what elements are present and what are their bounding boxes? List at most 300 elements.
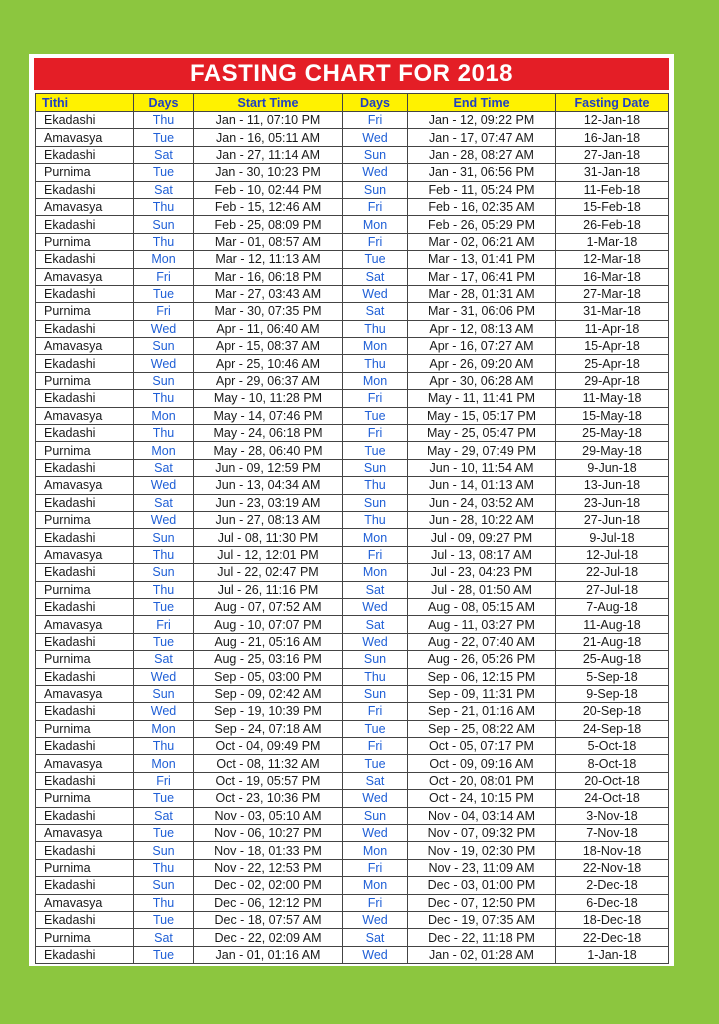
tithi-cell: Purnima xyxy=(36,581,134,598)
tithi-cell: Ekadashi xyxy=(36,355,134,372)
table-row xyxy=(36,877,669,894)
tithi-cell: Ekadashi xyxy=(36,529,134,546)
end-day-cell: Thu xyxy=(343,668,408,685)
end-day-cell: Thu xyxy=(343,477,408,494)
end-time-cell: Nov - 23, 11:09 AM xyxy=(408,859,556,876)
table-row xyxy=(36,859,669,876)
start-time-cell: Mar - 16, 06:18 PM xyxy=(194,268,343,285)
fasting-date-cell: 27-Mar-18 xyxy=(556,285,669,302)
start-time-cell: Oct - 08, 11:32 AM xyxy=(194,755,343,772)
end-day-cell: Sun xyxy=(343,651,408,668)
start-day-cell: Tue xyxy=(134,164,194,181)
start-day-cell: Thu xyxy=(134,198,194,215)
start-day-cell: Tue xyxy=(134,911,194,928)
table-row xyxy=(36,946,669,963)
fasting-date-cell: 31-Mar-18 xyxy=(556,303,669,320)
fasting-date-cell: 12-Jan-18 xyxy=(556,112,669,129)
start-day-cell: Thu xyxy=(134,859,194,876)
fasting-table xyxy=(35,93,669,964)
tithi-cell: Ekadashi xyxy=(36,564,134,581)
table-row xyxy=(36,459,669,476)
table-row xyxy=(36,772,669,789)
table-row xyxy=(36,616,669,633)
fasting-date-cell: 26-Feb-18 xyxy=(556,216,669,233)
start-day-cell: Thu xyxy=(134,546,194,563)
tithi-cell: Amavasya xyxy=(36,338,134,355)
end-day-cell: Wed xyxy=(343,946,408,963)
end-time-cell: Sep - 09, 11:31 PM xyxy=(408,685,556,702)
tithi-cell: Purnima xyxy=(36,859,134,876)
start-day-cell: Sun xyxy=(134,338,194,355)
end-time-cell: Oct - 20, 08:01 PM xyxy=(408,772,556,789)
start-day-cell: Tue xyxy=(134,790,194,807)
fasting-date-cell: 6-Dec-18 xyxy=(556,894,669,911)
start-day-cell: Mon xyxy=(134,720,194,737)
end-time-cell: Dec - 22, 11:18 PM xyxy=(408,929,556,946)
tithi-cell: Purnima xyxy=(36,233,134,250)
end-time-cell: Oct - 24, 10:15 PM xyxy=(408,790,556,807)
fasting-date-cell: 27-Jun-18 xyxy=(556,511,669,528)
tithi-cell: Ekadashi xyxy=(36,807,134,824)
end-day-cell: Mon xyxy=(343,216,408,233)
end-time-cell: Dec - 19, 07:35 AM xyxy=(408,911,556,928)
end-time-cell: Apr - 16, 07:27 AM xyxy=(408,338,556,355)
tithi-cell: Purnima xyxy=(36,651,134,668)
end-day-cell: Fri xyxy=(343,703,408,720)
table-row xyxy=(36,181,669,198)
start-time-cell: Jan - 27, 11:14 AM xyxy=(194,146,343,163)
table-row xyxy=(36,303,669,320)
start-day-cell: Wed xyxy=(134,511,194,528)
tithi-cell: Ekadashi xyxy=(36,703,134,720)
fasting-date-cell: 24-Oct-18 xyxy=(556,790,669,807)
tithi-cell: Purnima xyxy=(36,929,134,946)
tithi-cell: Purnima xyxy=(36,303,134,320)
end-day-cell: Wed xyxy=(343,633,408,650)
end-time-cell: Aug - 08, 05:15 AM xyxy=(408,598,556,615)
end-time-cell: May - 25, 05:47 PM xyxy=(408,425,556,442)
start-time-cell: May - 14, 07:46 PM xyxy=(194,407,343,424)
end-time-cell: Jul - 28, 01:50 AM xyxy=(408,581,556,598)
tithi-cell: Ekadashi xyxy=(36,911,134,928)
end-day-cell: Sun xyxy=(343,494,408,511)
fasting-date-cell: 24-Sep-18 xyxy=(556,720,669,737)
start-time-cell: Nov - 03, 05:10 AM xyxy=(194,807,343,824)
start-day-cell: Tue xyxy=(134,633,194,650)
tithi-cell: Amavasya xyxy=(36,894,134,911)
table-row xyxy=(36,651,669,668)
start-time-cell: Apr - 11, 06:40 AM xyxy=(194,320,343,337)
tithi-cell: Amavasya xyxy=(36,546,134,563)
fasting-date-cell: 27-Jan-18 xyxy=(556,146,669,163)
fasting-date-cell: 21-Aug-18 xyxy=(556,633,669,650)
fasting-date-cell: 15-May-18 xyxy=(556,407,669,424)
tithi-cell: Ekadashi xyxy=(36,216,134,233)
fasting-date-cell: 7-Nov-18 xyxy=(556,825,669,842)
start-day-cell: Sun xyxy=(134,842,194,859)
start-time-cell: Feb - 15, 12:46 AM xyxy=(194,198,343,215)
start-time-cell: May - 28, 06:40 PM xyxy=(194,442,343,459)
end-time-cell: Jan - 02, 01:28 AM xyxy=(408,946,556,963)
tithi-cell: Amavasya xyxy=(36,477,134,494)
start-time-cell: Mar - 12, 11:13 AM xyxy=(194,251,343,268)
end-time-cell: Feb - 16, 02:35 AM xyxy=(408,198,556,215)
col-header-start-day: Days xyxy=(134,94,194,112)
tithi-cell: Ekadashi xyxy=(36,390,134,407)
tithi-cell: Amavasya xyxy=(36,268,134,285)
tithi-cell: Ekadashi xyxy=(36,633,134,650)
end-time-cell: Jan - 17, 07:47 AM xyxy=(408,129,556,146)
tithi-cell: Ekadashi xyxy=(36,285,134,302)
fasting-date-cell: 5-Sep-18 xyxy=(556,668,669,685)
col-header-start-time: Start Time xyxy=(194,94,343,112)
tithi-cell: Amavasya xyxy=(36,407,134,424)
end-day-cell: Sat xyxy=(343,581,408,598)
end-time-cell: Aug - 26, 05:26 PM xyxy=(408,651,556,668)
table-row xyxy=(36,285,669,302)
end-day-cell: Thu xyxy=(343,355,408,372)
end-day-cell: Wed xyxy=(343,911,408,928)
start-time-cell: Mar - 01, 08:57 AM xyxy=(194,233,343,250)
start-time-cell: Apr - 29, 06:37 AM xyxy=(194,372,343,389)
start-time-cell: Sep - 09, 02:42 AM xyxy=(194,685,343,702)
start-time-cell: Oct - 04, 09:49 PM xyxy=(194,738,343,755)
tithi-cell: Ekadashi xyxy=(36,946,134,963)
end-time-cell: May - 11, 11:41 PM xyxy=(408,390,556,407)
tithi-cell: Ekadashi xyxy=(36,772,134,789)
end-time-cell: Feb - 26, 05:29 PM xyxy=(408,216,556,233)
table-row xyxy=(36,425,669,442)
start-day-cell: Sat xyxy=(134,494,194,511)
table-row xyxy=(36,668,669,685)
start-time-cell: Jun - 27, 08:13 AM xyxy=(194,511,343,528)
table-row xyxy=(36,738,669,755)
tithi-cell: Amavasya xyxy=(36,129,134,146)
fasting-date-cell: 20-Oct-18 xyxy=(556,772,669,789)
tithi-cell: Purnima xyxy=(36,442,134,459)
end-day-cell: Tue xyxy=(343,720,408,737)
table-row xyxy=(36,390,669,407)
tithi-cell: Amavasya xyxy=(36,755,134,772)
fasting-date-cell: 31-Jan-18 xyxy=(556,164,669,181)
tithi-cell: Ekadashi xyxy=(36,251,134,268)
start-day-cell: Tue xyxy=(134,285,194,302)
col-header-fasting-date: Fasting Date xyxy=(556,94,669,112)
end-day-cell: Sun xyxy=(343,807,408,824)
start-day-cell: Tue xyxy=(134,598,194,615)
start-time-cell: Sep - 24, 07:18 AM xyxy=(194,720,343,737)
start-time-cell: Jul - 26, 11:16 PM xyxy=(194,581,343,598)
start-time-cell: May - 10, 11:28 PM xyxy=(194,390,343,407)
table-row xyxy=(36,511,669,528)
fasting-date-cell: 8-Oct-18 xyxy=(556,755,669,772)
end-day-cell: Sat xyxy=(343,268,408,285)
table-row xyxy=(36,477,669,494)
fasting-date-cell: 25-Aug-18 xyxy=(556,651,669,668)
tithi-cell: Amavasya xyxy=(36,616,134,633)
end-day-cell: Wed xyxy=(343,129,408,146)
start-time-cell: Jul - 22, 02:47 PM xyxy=(194,564,343,581)
fasting-date-cell: 22-Dec-18 xyxy=(556,929,669,946)
start-time-cell: Dec - 06, 12:12 PM xyxy=(194,894,343,911)
start-day-cell: Mon xyxy=(134,407,194,424)
table-row xyxy=(36,442,669,459)
tithi-cell: Purnima xyxy=(36,790,134,807)
end-time-cell: May - 15, 05:17 PM xyxy=(408,407,556,424)
col-header-end-day: Days xyxy=(343,94,408,112)
start-time-cell: Jul - 08, 11:30 PM xyxy=(194,529,343,546)
fasting-date-cell: 29-Apr-18 xyxy=(556,372,669,389)
end-day-cell: Sat xyxy=(343,303,408,320)
end-time-cell: Mar - 13, 01:41 PM xyxy=(408,251,556,268)
end-day-cell: Fri xyxy=(343,390,408,407)
start-time-cell: Oct - 23, 10:36 PM xyxy=(194,790,343,807)
end-day-cell: Fri xyxy=(343,198,408,215)
fasting-date-cell: 5-Oct-18 xyxy=(556,738,669,755)
fasting-date-cell: 27-Jul-18 xyxy=(556,581,669,598)
tithi-cell: Ekadashi xyxy=(36,425,134,442)
chart-sheet xyxy=(29,54,674,966)
end-day-cell: Mon xyxy=(343,564,408,581)
end-time-cell: Apr - 12, 08:13 AM xyxy=(408,320,556,337)
end-day-cell: Mon xyxy=(343,338,408,355)
start-time-cell: Aug - 21, 05:16 AM xyxy=(194,633,343,650)
end-time-cell: Sep - 25, 08:22 AM xyxy=(408,720,556,737)
fasting-date-cell: 25-Apr-18 xyxy=(556,355,669,372)
end-time-cell: Jun - 10, 11:54 AM xyxy=(408,459,556,476)
fasting-date-cell: 3-Nov-18 xyxy=(556,807,669,824)
start-time-cell: Jan - 16, 05:11 AM xyxy=(194,129,343,146)
table-row xyxy=(36,494,669,511)
col-header-end-time: End Time xyxy=(408,94,556,112)
end-day-cell: Mon xyxy=(343,529,408,546)
fasting-date-cell: 12-Mar-18 xyxy=(556,251,669,268)
tithi-cell: Ekadashi xyxy=(36,112,134,129)
end-time-cell: Aug - 22, 07:40 AM xyxy=(408,633,556,650)
end-day-cell: Tue xyxy=(343,755,408,772)
fasting-date-cell: 1-Jan-18 xyxy=(556,946,669,963)
table-row xyxy=(36,407,669,424)
end-time-cell: Sep - 21, 01:16 AM xyxy=(408,703,556,720)
tithi-cell: Ekadashi xyxy=(36,877,134,894)
end-time-cell: Mar - 28, 01:31 AM xyxy=(408,285,556,302)
end-day-cell: Sat xyxy=(343,929,408,946)
start-day-cell: Fri xyxy=(134,268,194,285)
start-day-cell: Sat xyxy=(134,459,194,476)
table-row xyxy=(36,633,669,650)
start-time-cell: Feb - 25, 08:09 PM xyxy=(194,216,343,233)
start-time-cell: May - 24, 06:18 PM xyxy=(194,425,343,442)
start-day-cell: Fri xyxy=(134,303,194,320)
fasting-date-cell: 16-Mar-18 xyxy=(556,268,669,285)
fasting-date-cell: 20-Sep-18 xyxy=(556,703,669,720)
fasting-date-cell: 13-Jun-18 xyxy=(556,477,669,494)
end-day-cell: Fri xyxy=(343,546,408,563)
end-day-cell: Wed xyxy=(343,285,408,302)
table-row xyxy=(36,598,669,615)
start-day-cell: Sun xyxy=(134,877,194,894)
start-time-cell: Mar - 30, 07:35 PM xyxy=(194,303,343,320)
start-time-cell: Apr - 25, 10:46 AM xyxy=(194,355,343,372)
fasting-date-cell: 22-Nov-18 xyxy=(556,859,669,876)
end-time-cell: Jan - 12, 09:22 PM xyxy=(408,112,556,129)
start-day-cell: Wed xyxy=(134,703,194,720)
end-day-cell: Tue xyxy=(343,251,408,268)
end-day-cell: Fri xyxy=(343,112,408,129)
fasting-date-cell: 25-May-18 xyxy=(556,425,669,442)
end-time-cell: Oct - 09, 09:16 AM xyxy=(408,755,556,772)
end-time-cell: Nov - 04, 03:14 AM xyxy=(408,807,556,824)
start-time-cell: Nov - 22, 12:53 PM xyxy=(194,859,343,876)
table-row xyxy=(36,581,669,598)
end-time-cell: Feb - 11, 05:24 PM xyxy=(408,181,556,198)
end-day-cell: Sat xyxy=(343,616,408,633)
fasting-date-cell: 15-Apr-18 xyxy=(556,338,669,355)
start-time-cell: Nov - 06, 10:27 PM xyxy=(194,825,343,842)
end-time-cell: Apr - 30, 06:28 AM xyxy=(408,372,556,389)
start-time-cell: Sep - 19, 10:39 PM xyxy=(194,703,343,720)
end-day-cell: Mon xyxy=(343,842,408,859)
start-time-cell: Dec - 22, 02:09 AM xyxy=(194,929,343,946)
end-day-cell: Sun xyxy=(343,146,408,163)
table-row xyxy=(36,790,669,807)
fasting-date-cell: 11-May-18 xyxy=(556,390,669,407)
end-day-cell: Tue xyxy=(343,407,408,424)
start-day-cell: Thu xyxy=(134,894,194,911)
start-day-cell: Thu xyxy=(134,581,194,598)
fasting-date-cell: 9-Sep-18 xyxy=(556,685,669,702)
end-day-cell: Thu xyxy=(343,320,408,337)
tithi-cell: Amavasya xyxy=(36,198,134,215)
fasting-date-cell: 11-Aug-18 xyxy=(556,616,669,633)
fasting-date-cell: 29-May-18 xyxy=(556,442,669,459)
table-row xyxy=(36,929,669,946)
fasting-date-cell: 18-Dec-18 xyxy=(556,911,669,928)
end-time-cell: Nov - 07, 09:32 PM xyxy=(408,825,556,842)
tithi-cell: Purnima xyxy=(36,372,134,389)
tithi-cell: Ekadashi xyxy=(36,598,134,615)
start-time-cell: Feb - 10, 02:44 PM xyxy=(194,181,343,198)
tithi-cell: Ekadashi xyxy=(36,668,134,685)
end-time-cell: Dec - 07, 12:50 PM xyxy=(408,894,556,911)
start-time-cell: Apr - 15, 08:37 AM xyxy=(194,338,343,355)
start-time-cell: Aug - 10, 07:07 PM xyxy=(194,616,343,633)
start-time-cell: Nov - 18, 01:33 PM xyxy=(194,842,343,859)
end-day-cell: Sat xyxy=(343,772,408,789)
end-day-cell: Wed xyxy=(343,790,408,807)
start-day-cell: Sat xyxy=(134,181,194,198)
end-day-cell: Wed xyxy=(343,825,408,842)
header-row xyxy=(36,94,669,112)
end-day-cell: Sun xyxy=(343,459,408,476)
start-day-cell: Fri xyxy=(134,616,194,633)
table-row xyxy=(36,320,669,337)
start-time-cell: Jan - 11, 07:10 PM xyxy=(194,112,343,129)
start-day-cell: Sun xyxy=(134,216,194,233)
table-row xyxy=(36,685,669,702)
col-header-tithi: Tithi xyxy=(36,94,134,112)
chart-title: FASTING CHART FOR 2018 xyxy=(34,58,669,90)
start-day-cell: Sat xyxy=(134,146,194,163)
start-day-cell: Tue xyxy=(134,946,194,963)
end-time-cell: Jul - 23, 04:23 PM xyxy=(408,564,556,581)
fasting-date-cell: 9-Jul-18 xyxy=(556,529,669,546)
start-day-cell: Fri xyxy=(134,772,194,789)
start-day-cell: Sat xyxy=(134,651,194,668)
fasting-date-cell: 11-Feb-18 xyxy=(556,181,669,198)
start-time-cell: Mar - 27, 03:43 AM xyxy=(194,285,343,302)
start-day-cell: Sun xyxy=(134,564,194,581)
tithi-cell: Ekadashi xyxy=(36,738,134,755)
table-row xyxy=(36,529,669,546)
start-day-cell: Thu xyxy=(134,425,194,442)
end-day-cell: Fri xyxy=(343,894,408,911)
start-day-cell: Sat xyxy=(134,807,194,824)
start-day-cell: Thu xyxy=(134,390,194,407)
start-time-cell: Jun - 23, 03:19 AM xyxy=(194,494,343,511)
end-time-cell: Jan - 31, 06:56 PM xyxy=(408,164,556,181)
start-day-cell: Wed xyxy=(134,668,194,685)
table-row xyxy=(36,216,669,233)
fasting-date-cell: 12-Jul-18 xyxy=(556,546,669,563)
end-day-cell: Sun xyxy=(343,181,408,198)
end-time-cell: Jun - 14, 01:13 AM xyxy=(408,477,556,494)
tithi-cell: Purnima xyxy=(36,164,134,181)
tithi-cell: Ekadashi xyxy=(36,494,134,511)
end-time-cell: Jul - 13, 08:17 AM xyxy=(408,546,556,563)
tithi-cell: Purnima xyxy=(36,511,134,528)
tithi-cell: Ekadashi xyxy=(36,320,134,337)
start-time-cell: Jul - 12, 12:01 PM xyxy=(194,546,343,563)
table-row xyxy=(36,198,669,215)
start-day-cell: Thu xyxy=(134,738,194,755)
table-row xyxy=(36,251,669,268)
end-time-cell: Jun - 28, 10:22 AM xyxy=(408,511,556,528)
fasting-date-cell: 2-Dec-18 xyxy=(556,877,669,894)
table-row xyxy=(36,372,669,389)
start-day-cell: Wed xyxy=(134,355,194,372)
start-day-cell: Wed xyxy=(134,320,194,337)
start-day-cell: Thu xyxy=(134,233,194,250)
table-row xyxy=(36,720,669,737)
fasting-date-cell: 15-Feb-18 xyxy=(556,198,669,215)
table-row xyxy=(36,112,669,129)
fasting-date-cell: 16-Jan-18 xyxy=(556,129,669,146)
table-row xyxy=(36,146,669,163)
start-time-cell: Oct - 19, 05:57 PM xyxy=(194,772,343,789)
fasting-date-cell: 11-Apr-18 xyxy=(556,320,669,337)
table-row xyxy=(36,233,669,250)
end-time-cell: Aug - 11, 03:27 PM xyxy=(408,616,556,633)
start-day-cell: Thu xyxy=(134,112,194,129)
table-row xyxy=(36,164,669,181)
table-row xyxy=(36,911,669,928)
tithi-cell: Ekadashi xyxy=(36,146,134,163)
start-time-cell: Jun - 09, 12:59 PM xyxy=(194,459,343,476)
fasting-date-cell: 7-Aug-18 xyxy=(556,598,669,615)
tithi-cell: Ekadashi xyxy=(36,459,134,476)
start-day-cell: Tue xyxy=(134,825,194,842)
tithi-cell: Ekadashi xyxy=(36,842,134,859)
start-time-cell: Sep - 05, 03:00 PM xyxy=(194,668,343,685)
end-time-cell: Apr - 26, 09:20 AM xyxy=(408,355,556,372)
start-time-cell: Jan - 30, 10:23 PM xyxy=(194,164,343,181)
tithi-cell: Amavasya xyxy=(36,685,134,702)
start-time-cell: Jun - 13, 04:34 AM xyxy=(194,477,343,494)
fasting-date-cell: 1-Mar-18 xyxy=(556,233,669,250)
start-time-cell: Aug - 25, 03:16 PM xyxy=(194,651,343,668)
end-time-cell: Oct - 05, 07:17 PM xyxy=(408,738,556,755)
